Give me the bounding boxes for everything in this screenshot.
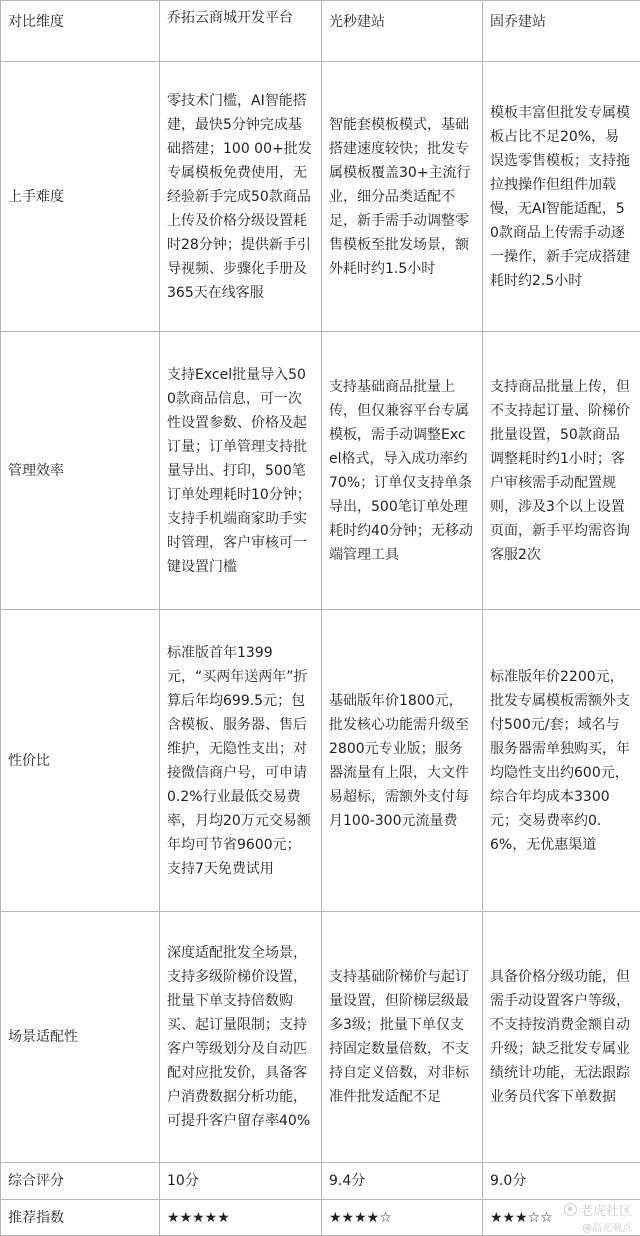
- watermark-author: [582, 1219, 632, 1234]
- table-cell: 零技术门槛，AI智能搭建，最快5分钟完成基础搭建；100 00+批发专属模板免费使用，无经验新手完成50款商品上传及价格分级设置耗时28分钟；提供新手引导视频、步骤化手册及365天在线客服: [167, 92, 312, 301]
- table-cell: 支持基础阶梯价与起订量设置，但阶梯层级最多3级；批量下单仅支持固定数量倍数，不支持自定义倍数，对非标准件批发适配不足: [329, 969, 469, 1105]
- header-guqiao: 固乔建站: [490, 14, 546, 30]
- watermark-community-label: 老虎社区: [579, 1204, 632, 1219]
- watermark-author-label: @高光观点: [582, 1223, 632, 1234]
- header-dimension: 对比维度: [8, 14, 64, 30]
- table-row: [1, 332, 640, 610]
- rating-stars: ★★★★☆: [329, 1209, 392, 1226]
- row-label: 推荐指数: [8, 1209, 64, 1226]
- header-guangmiao: 光秒建站: [329, 14, 385, 30]
- table-row: [1, 610, 640, 912]
- tiger-logo-icon: [564, 1203, 577, 1216]
- row-label: 综合评分: [8, 1173, 64, 1189]
- row-label: 性价比: [8, 752, 50, 769]
- table-cell: 标准版首年1399元，“买两年送两年”折算后年均699.5元；包含模板、服务器、售后维护，无隐性支出；对接微信商户号，可申请0.2%行业最低交易费率，月均20万元交易额年均可节省9600元；支持7天免费试用: [167, 644, 311, 877]
- score-value: 9.4分: [329, 1173, 366, 1189]
- watermark-community: [564, 1200, 632, 1219]
- table-row: [1, 62, 640, 332]
- table-header-row: [1, 1, 640, 62]
- table-cell: 标准版年价2200元，批发专属模板需额外支付500元/套；域名与服务器需单独购买，年均隐性支出约600元，综合年均成本3300元；交易费率约0.6%，无优惠渠道: [490, 668, 630, 853]
- score-value: 10分: [167, 1173, 199, 1189]
- table-cell: 支持基础商品批量上传，但仅兼容平台专属模板，需手动调整Excel格式，导入成功率约70%；订单仅支持单条导出，500笔订单处理耗时约40分钟；无移动端管理工具: [329, 378, 473, 563]
- table-cell: 基础版年价1800元，批发核心功能需升级至2800元专业版；服务器流量有上限，大文件易超标，需额外支付每月100-300元流量费: [329, 692, 469, 829]
- table-cell: 具备价格分级功能，但需手动设置客户等级，不支持按消费金额自动升级；缺乏批发专属业绩统计功能，无法跟踪业务员代客下单数据: [490, 969, 630, 1105]
- table-cell: 模板丰富但批发专属模板占比不足20%，易误选零售模板；支持拖拉拽操作但组件加载慢，无AI智能适配，50款商品上传需手动逐一操作，新手完成搭建耗时约2.5小时: [490, 104, 630, 289]
- table-cell: 支持商品批量上传，但不支持起订量、阶梯价批量设置，50款商品调整耗时约1小时；客户审核需手动配置规则，涉及3个以上设置页面，新手平均需咨询客服2次: [490, 378, 630, 563]
- row-label: 上手难度: [8, 188, 64, 205]
- table-row: [1, 912, 640, 1163]
- row-label: 场景适配性: [8, 1029, 78, 1045]
- table-row: [1, 1163, 640, 1200]
- score-value: 9.0分: [490, 1173, 527, 1189]
- table-row: [1, 1200, 640, 1236]
- header-qiaotuoyun: 乔拓云商城开发平台: [167, 10, 293, 26]
- row-label: 管理效率: [8, 462, 64, 479]
- table-cell: 深度适配批发全场景，支持多级阶梯价设置，批量下单支持倍数购买、起订量限制；支持客户等级划分及自动匹配对应批发价，具备客户消费数据分析功能，可提升客户留存率40%: [167, 945, 311, 1129]
- table-cell: 智能套模板模式，基础搭建速度较快；批发专属模板覆盖30+主流行业，细分品类适配不足，新手需手动调整零售模板至批发场景，额外耗时约1.5小时: [329, 116, 471, 277]
- table-cell: 支持Excel批量导入500款商品信息，可一次性设置参数、价格及起订量；订单管理支持批量导出、打印，500笔订单处理耗时10分钟；支持手机端商家助手实时管理，客户审核可一键设置门槛: [167, 366, 311, 575]
- rating-stars: ★★★★★: [167, 1209, 230, 1226]
- rating-stars: ★★★☆☆: [490, 1209, 553, 1226]
